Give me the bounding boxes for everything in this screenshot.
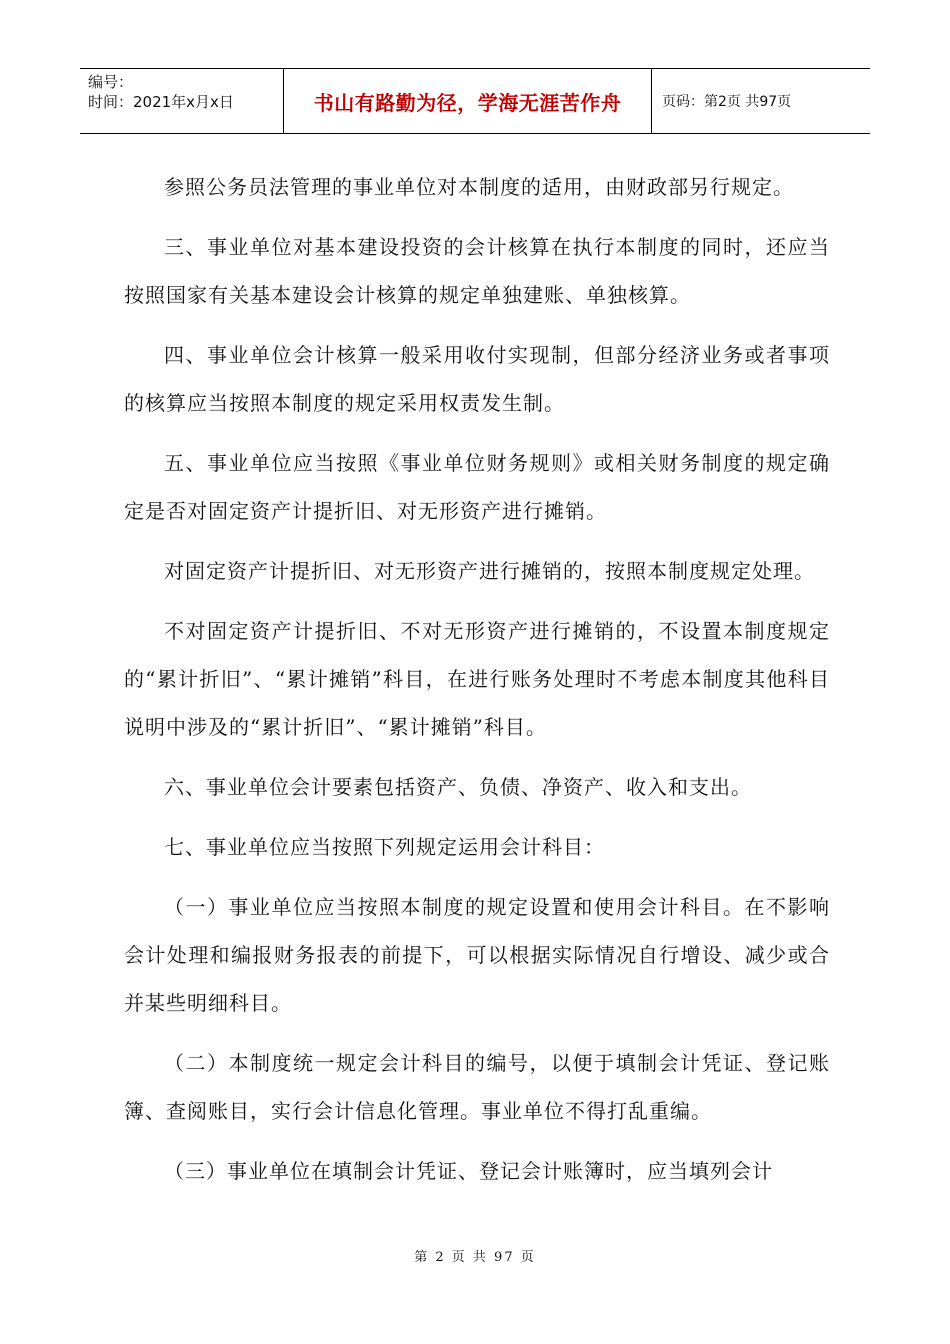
footer-page-number: 第 2 页 共 97 页 bbox=[414, 1250, 536, 1265]
page-footer bbox=[0, 1246, 950, 1265]
header-motto: 书山有路勤为径，学海无涯苦作舟 bbox=[313, 90, 622, 115]
paragraph: 不对固定资产计提折旧、不对无形资产进行摊销的，不设置本制度规定的“累计折旧”、“累计摊销”科目，在进行账务处理时不考虑本制度其他科目说明中涉及的“累计折旧”、“累计摊销”科目。 bbox=[124, 619, 830, 739]
paragraph: 四、事业单位会计核算一般采用收付实现制，但部分经济业务或者事项的核算应当按照本制度的规定采用权责发生制。 bbox=[124, 343, 830, 415]
paragraph: 对固定资产计提折旧、对无形资产进行摊销的，按照本制度规定处理。 bbox=[164, 559, 815, 583]
header-page-cell bbox=[652, 69, 870, 133]
document-body bbox=[124, 163, 830, 1207]
header-motto-cell bbox=[284, 69, 652, 133]
header-page-info: 页码：第2页 共97页 bbox=[662, 94, 792, 110]
paragraph: 七、事业单位应当按照下列规定运用会计科目： bbox=[164, 835, 605, 859]
paragraph: 参照公务员法管理的事业单位对本制度的适用，由财政部另行规定。 bbox=[164, 175, 794, 199]
paragraph: 六、事业单位会计要素包括资产、负债、净资产、收入和支出。 bbox=[164, 775, 752, 799]
paragraph: 三、事业单位对基本建设投资的会计核算在执行本制度的同时，还应当按照国家有关基本建设会计核算的规定单独建账、单独核算。 bbox=[124, 235, 830, 307]
paragraph: （二）本制度统一规定会计科目的编号，以便于填制会计凭证、登记账簿、查阅账目，实行会计信息化管理。事业单位不得打乱重编。 bbox=[124, 1051, 830, 1123]
paragraph: （三）事业单位在填制会计凭证、登记会计账簿时，应当填列会计 bbox=[164, 1159, 773, 1183]
document-number-label: 编号： bbox=[88, 73, 134, 91]
page-header bbox=[80, 68, 870, 134]
paragraph: （一）事业单位应当按照本制度的规定设置和使用会计科目。在不影响会计处理和编报财务报表的前提下，可以根据实际情况自行增设、减少或合并某些明细科目。 bbox=[124, 895, 830, 1015]
header-meta-cell bbox=[80, 69, 284, 133]
paragraph: 五、事业单位应当按照《事业单位财务规则》或相关财务制度的规定确定是否对固定资产计提折旧、对无形资产进行摊销。 bbox=[124, 451, 830, 523]
document-date-label: 时间：2021年x月x日 bbox=[88, 93, 234, 111]
